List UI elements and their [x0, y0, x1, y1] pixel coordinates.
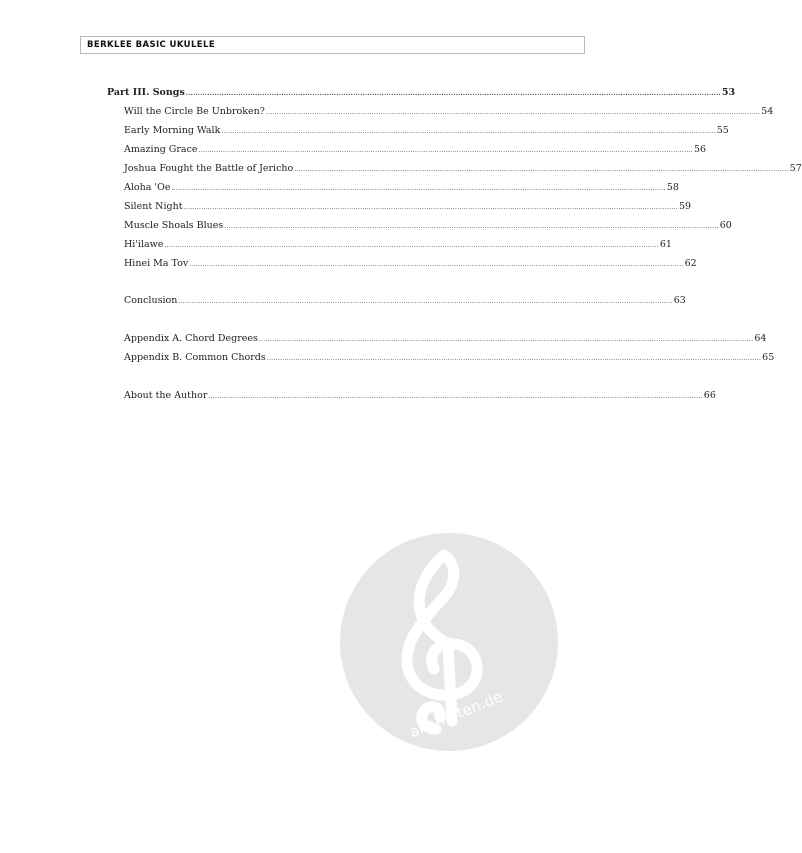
toc-entry-page: 59: [678, 201, 692, 212]
toc-entry-page: 55: [716, 125, 729, 136]
treble-clef-watermark: [340, 533, 558, 751]
toc-entry-title: Joshua Fought the Battle of Jericho: [124, 163, 294, 174]
watermark-text: alle-noten.de: [406, 687, 506, 742]
running-header: [80, 36, 585, 54]
toc-entry-song[interactable]: [124, 220, 732, 232]
toc-entry-title: Hi'ilawe: [124, 239, 164, 250]
toc-entry-song[interactable]: [124, 125, 729, 137]
leader-dots: ................................................................................................................................................................................................................................: [224, 223, 719, 230]
toc-entry-song[interactable]: [124, 144, 707, 156]
leader-dots: ................................................................................................................................................................................................................................: [189, 261, 684, 268]
leader-dots: ................................................................................................................................................................................................................................: [294, 166, 789, 173]
toc-entry-title: Muscle Shoals Blues: [124, 220, 224, 231]
toc-entry-page: 54: [761, 106, 774, 117]
toc-entry-title: Appendix A. Chord Degrees: [124, 333, 258, 344]
toc-entry-page: 65: [762, 352, 775, 363]
toc-entry-page: 53: [721, 87, 736, 98]
leader-dots: ................................................................................................................................................................................................................................: [265, 109, 761, 116]
toc-entry-title: Early Morning Walk: [124, 125, 221, 136]
toc-entry-part-iii[interactable]: [107, 87, 736, 99]
toc-entry-title: Aloha 'Oe: [124, 182, 171, 193]
toc-entry-page: 64: [754, 333, 767, 344]
leader-dots: ................................................................................................................................................................................................................................: [185, 90, 721, 97]
toc-entry-page: 60: [719, 220, 732, 231]
leader-dots: ................................................................................................................................................................................................................................: [171, 185, 666, 192]
toc-entry-appendix-a[interactable]: [124, 333, 767, 345]
leader-dots: ................................................................................................................................................................................................................................: [221, 128, 716, 135]
toc-entry-page: 66: [703, 390, 716, 401]
leader-dots: ................................................................................................................................................................................................................................: [198, 147, 693, 154]
toc-entry-page: 62: [684, 258, 697, 269]
leader-dots: ................................................................................................................................................................................................................................: [266, 355, 762, 362]
toc-entry-song[interactable]: [124, 201, 692, 213]
leader-dots: ................................................................................................................................................................................................................................: [208, 393, 703, 400]
toc-entry-appendix-b[interactable]: [124, 352, 775, 364]
toc-entry-page: 57: [789, 163, 802, 174]
toc-entry-page: 58: [666, 182, 679, 193]
running-header-title: BERKLEE BASIC UKULELE: [87, 40, 216, 50]
toc-entry-about-author[interactable]: [124, 390, 716, 402]
toc-entry-title: Amazing Grace: [124, 144, 198, 155]
toc-entry-page: 61: [659, 239, 672, 250]
toc-entry-title: Silent Night: [124, 201, 183, 212]
toc-entry-title: Hinei Ma Tov: [124, 258, 189, 269]
toc-entry-song[interactable]: [124, 106, 774, 118]
leader-dots: ................................................................................................................................................................................................................................: [178, 298, 673, 305]
toc-entry-page: 63: [673, 295, 686, 306]
leader-dots: ................................................................................................................................................................................................................................: [258, 336, 754, 343]
toc-entry-song[interactable]: [124, 258, 697, 270]
toc-entry-song[interactable]: [124, 163, 802, 175]
toc-entry-title: Will the Circle Be Unbroken?: [124, 106, 265, 117]
leader-dots: ................................................................................................................................................................................................................................: [164, 242, 659, 249]
toc-entry-conclusion[interactable]: [124, 295, 686, 307]
toc-entry-title: Appendix B. Common Chords: [124, 352, 266, 363]
toc-entry-title: Part III. Songs: [107, 87, 185, 98]
toc-entry-title: About the Author: [124, 390, 208, 401]
toc-entry-song[interactable]: [124, 182, 679, 194]
toc-entry-page: 56: [693, 144, 707, 155]
toc-entry-song[interactable]: [124, 239, 672, 251]
leader-dots: ................................................................................................................................................................................................................................: [183, 204, 678, 211]
toc-entry-title: Conclusion: [124, 295, 178, 306]
